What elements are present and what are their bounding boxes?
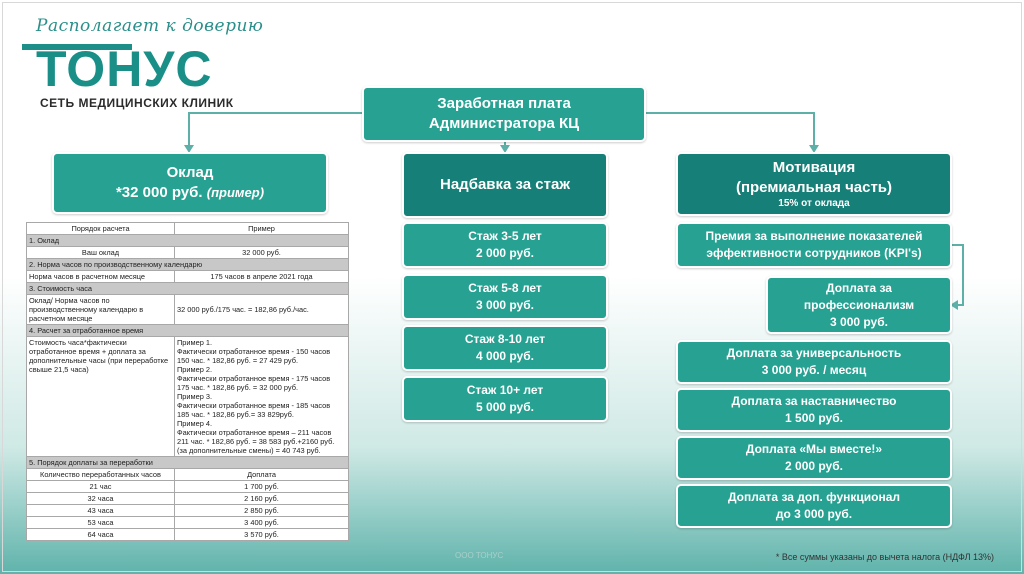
table-row xyxy=(27,493,349,505)
table-cell: 175 часов в апреле 2021 года xyxy=(175,271,349,283)
root-line2: Администратора КЦ xyxy=(428,115,580,132)
example-line: 175 час. * 182,86 руб. = 32 000 руб. xyxy=(177,383,299,392)
root-line1: Заработная плата xyxy=(437,95,571,112)
table-section-row xyxy=(27,283,349,295)
salary-amount: *32 000 руб. xyxy=(115,184,203,201)
table-cell: 3 570 руб. xyxy=(175,529,349,541)
kpi-box xyxy=(676,222,952,268)
motivation-item xyxy=(676,388,952,432)
table-section-title: 1. Оклад xyxy=(27,235,349,247)
example-line: 150 час. * 182,86 руб. = 27 429 руб. xyxy=(177,356,299,365)
example-line: Фактически отработанное время - 150 часов xyxy=(177,347,331,356)
logo-subtitle: СЕТЬ МЕДИЦИНСКИХ КЛИНИК xyxy=(40,96,234,110)
table-header-cell: Пример xyxy=(175,223,349,235)
example-line: (за дополнительные смены) = 40 743 руб. xyxy=(177,446,321,455)
motivation-item-amount: 3 000 руб. / месяц xyxy=(761,363,867,377)
table-cell: 2 850 руб. xyxy=(175,505,349,517)
logo-tagline: Располагает к доверию xyxy=(36,16,264,36)
table-section-row xyxy=(27,259,349,271)
motivation-box xyxy=(676,152,952,216)
table-cell: 64 часа xyxy=(27,529,175,541)
professionalism-line1: Доплата за xyxy=(826,280,892,295)
table-section-row xyxy=(27,325,349,337)
bracket-vertical xyxy=(962,244,964,306)
seniority-amount: 4 000 руб. xyxy=(476,349,534,363)
motivation-item-title: Доплата «Мы вместе!» xyxy=(745,442,883,456)
seniority-amount: 5 000 руб. xyxy=(476,400,534,414)
table-cell: Ваш оклад xyxy=(27,247,175,259)
salary-note: (пример) xyxy=(206,185,265,200)
salary-title: Оклад xyxy=(166,164,214,181)
salary-amount-line xyxy=(116,183,264,203)
example-line: Пример 3. xyxy=(177,392,213,401)
motivation-item-title: Доплата за наставничество xyxy=(731,394,897,408)
table-cell: 32 000 руб. xyxy=(175,247,349,259)
kpi-line2: эффективности сотрудников (KPI's) xyxy=(706,246,922,260)
motivation-subtitle: (премиальная часть) xyxy=(735,179,893,196)
motivation-item xyxy=(676,484,952,528)
table-cell: 32 часа xyxy=(27,493,175,505)
professionalism-amount: 3 000 руб. xyxy=(830,314,888,329)
motivation-item-amount: 2 000 руб. xyxy=(785,459,843,473)
seniority-amount: 3 000 руб. xyxy=(476,298,534,312)
seniority-period: Стаж 10+ лет xyxy=(466,383,544,397)
motivation-item-title: Доплата за универсальность xyxy=(726,346,902,360)
connector-h xyxy=(189,112,363,114)
seniority-item xyxy=(402,222,608,268)
motivation-item-amount: 1 500 руб. xyxy=(785,411,843,425)
professionalism-box xyxy=(766,276,952,334)
motivation-item xyxy=(676,340,952,384)
seniority-period: Стаж 5-8 лет xyxy=(468,281,542,295)
table-cell: Оклад/ Норма часов по производственному календарю в расчетном месяце xyxy=(27,295,175,325)
table-cell: 1 700 руб. xyxy=(175,481,349,493)
calculation-table xyxy=(26,222,349,541)
seniority-amount: 2 000 руб. xyxy=(476,246,534,260)
table-cell: Количество переработанных часов xyxy=(27,469,175,481)
table-header-cell: Порядок расчета xyxy=(27,223,175,235)
example-line: Фактически отработанное время – 211 часов xyxy=(177,428,332,437)
table-section-title: 2. Норма часов по производственному календарю xyxy=(27,259,349,271)
motivation-item-amount: до 3 000 руб. xyxy=(775,507,853,521)
root-box xyxy=(362,86,646,142)
footnote: * Все суммы указаны до вычета налога (НДФЛ 13%) xyxy=(775,552,994,562)
table-row xyxy=(27,505,349,517)
table-cell: 21 час xyxy=(27,481,175,493)
table-cell: 53 часа xyxy=(27,517,175,529)
example-line: 185 час. * 182,86 руб.= 33 829руб. xyxy=(177,410,294,419)
table-section-title: 5. Порядок доплаты за переработки xyxy=(27,457,349,469)
kpi-line1: Премия за выполнение показателей xyxy=(705,229,923,243)
table-section-title: 4. Расчет за отработанное время xyxy=(27,325,349,337)
table-section-row xyxy=(27,235,349,247)
seniority-title: Надбавка за стаж xyxy=(440,176,570,193)
logo-name: ТОНУС xyxy=(36,41,213,97)
table-row xyxy=(27,529,349,541)
watermark: ООО ТОНУС xyxy=(455,551,504,560)
example-line: Фактически отработанное время - 185 часов xyxy=(177,401,331,410)
motivation-item-title: Доплата за доп. функционал xyxy=(727,490,901,504)
example-line: Пример 2. xyxy=(177,365,213,374)
logo xyxy=(22,14,264,110)
seniority-period: Стаж 3-5 лет xyxy=(468,229,542,243)
table-section-row xyxy=(27,457,349,469)
table-cell: Стоимость часа*фактически отработанное время + доплата за дополнительные часы (при переработке свыше 21,5 часа) xyxy=(27,337,175,457)
table-cell: Норма часов в расчетном месяце xyxy=(27,271,175,283)
example-line: 211 час. * 182,86 руб. = 38 583 руб.+2160 руб. xyxy=(177,437,335,446)
seniority-item xyxy=(402,274,608,320)
table-cell: Доплата xyxy=(175,469,349,481)
salary-box xyxy=(52,152,328,214)
connector-v-right xyxy=(813,112,815,146)
table-row xyxy=(27,247,349,259)
table-cell: 32 000 руб./175 час. = 182,86 руб./час. xyxy=(175,295,349,325)
table-section-title: 3. Стоимость часа xyxy=(27,283,349,295)
professionalism-line2: профессионализм xyxy=(803,297,915,312)
table-cell: 43 часа xyxy=(27,505,175,517)
table-row xyxy=(27,517,349,529)
table-row xyxy=(27,337,349,457)
example-line: Пример 1. xyxy=(177,338,213,347)
connector-v-left xyxy=(188,112,190,146)
table-cell xyxy=(175,337,349,457)
table-cell: 3 400 руб. xyxy=(175,517,349,529)
example-line: Пример 4. xyxy=(177,419,213,428)
seniority-item xyxy=(402,376,608,422)
seniority-box xyxy=(402,152,608,218)
table-row xyxy=(27,469,349,481)
seniority-item xyxy=(402,325,608,371)
table-row xyxy=(27,271,349,283)
table-row xyxy=(27,481,349,493)
seniority-period: Стаж 8-10 лет xyxy=(464,332,546,346)
motivation-item xyxy=(676,436,952,480)
table-row xyxy=(27,295,349,325)
example-line: Фактически отработанное время - 175 часов xyxy=(177,374,331,383)
connector-h-right xyxy=(645,112,815,114)
motivation-percent: 15% от оклада xyxy=(778,198,850,209)
table-header-row xyxy=(27,223,349,235)
motivation-title: Мотивация xyxy=(772,159,856,176)
table-cell: 2 160 руб. xyxy=(175,493,349,505)
